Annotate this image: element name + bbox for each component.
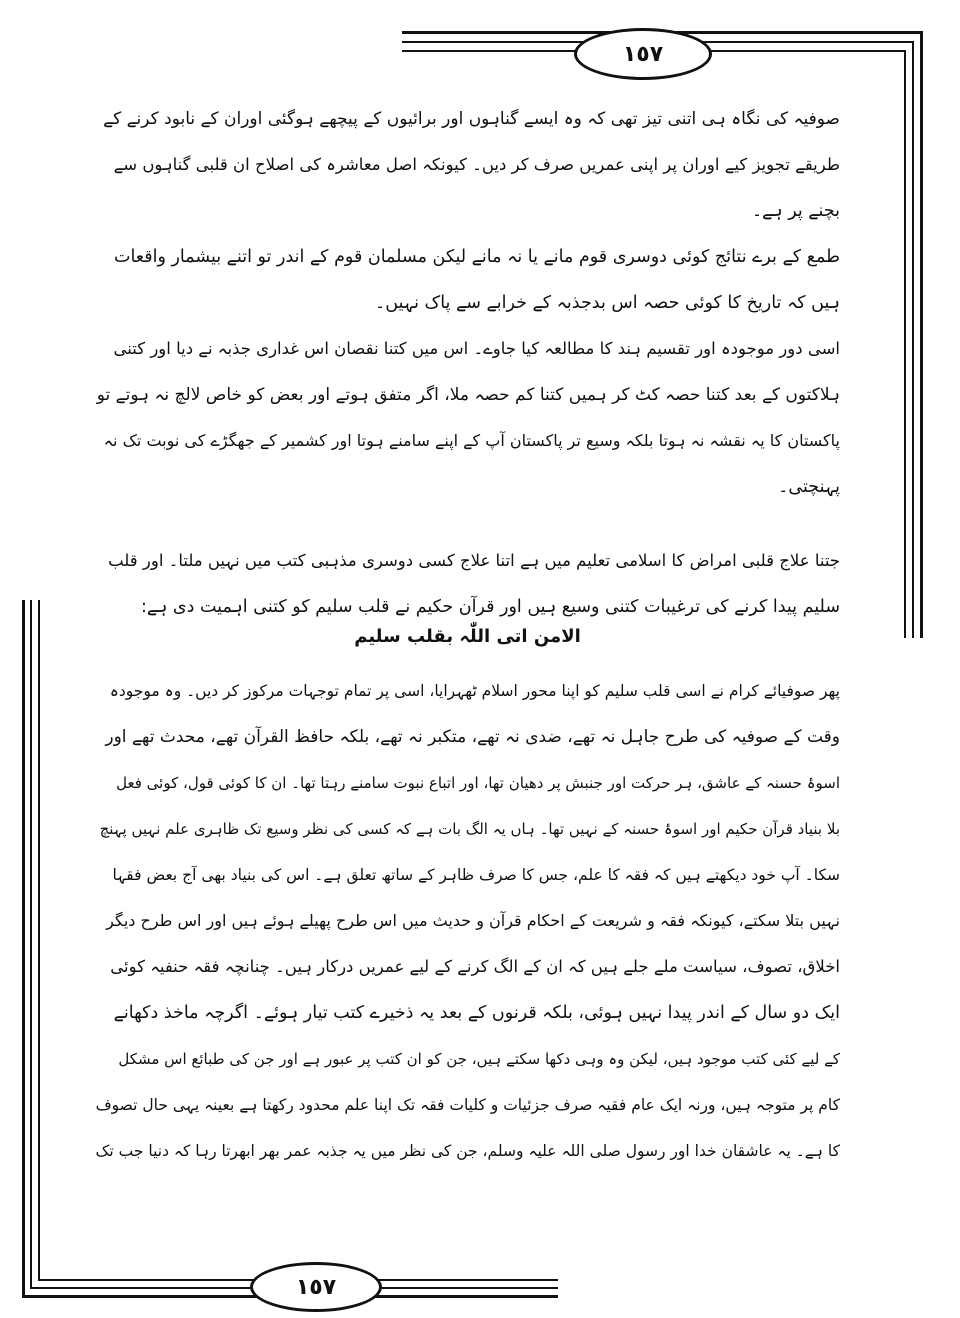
- header-page-number-text: ١٥٧: [622, 41, 664, 67]
- text-line: بچنے پر ہے۔: [751, 201, 840, 221]
- text-line: وقت کے صوفیہ کی طرح جاہل نہ تھے، ضدی نہ تھے، متکبر نہ تھے، بلکہ حافظ القرآن تھے، محدث تھے اور: [105, 727, 840, 747]
- frame-right-line-middle: [912, 41, 914, 638]
- text-line: سلیم پیدا کرنے کی ترغیبات کتنی وسیع ہیں اور قرآن حکیم نے قلب سلیم کو کتنی اہمیت دی ہے:: [140, 597, 840, 617]
- text-line: پاکستان کا یہ نقشہ نہ ہوتا بلکہ وسیع تر پاکستان آپ کے اپنے سامنے ہوتا اور کشمیر کے جھگڑے کی نوبت تک نہ: [103, 431, 840, 450]
- paragraph-3: [95, 326, 840, 510]
- frame-right-line-inner: [904, 50, 906, 638]
- paragraph-4: [95, 538, 840, 630]
- text-line: اخلاق، تصوف، سیاست ملے جلے ہیں کہ ان کے الگ کرنے کے لیے عمریں درکار ہیں۔ چنانچہ فقہ حنفیہ کوئی: [110, 957, 840, 976]
- header-page-number: [574, 28, 712, 80]
- upper-text-block: [95, 96, 840, 510]
- text-line: ہلاکتوں کے بعد کتنا حصہ کٹ کر ہمیں کتنا کم حصہ ملا، اگر متفق ہوتے اور بعض کو خاص لالچ نہ ہوتے تو: [96, 385, 840, 405]
- text-line: طمع کے برے نتائج کوئی دوسری قوم مانے یا نہ مانے لیکن مسلمان قوم کے اندر تو اتنے بیشمار واقعات: [113, 247, 840, 267]
- text-line: اسی دور موجودہ اور تقسیم ہند کا مطالعہ کیا جاوے۔ اس میں کتنا نقصان اس غداری جذبہ نے دیا اور کتنی: [113, 339, 840, 358]
- frame-right-line-outer: [920, 31, 923, 638]
- footer-page-number: [250, 1262, 382, 1312]
- text-line: پہنچتی۔: [778, 477, 840, 497]
- text-line: سکا۔ آپ خود دیکھتے ہیں کہ فقہ کا علم، جس کا صرف ظاہر کے ساتھ تعلق ہے۔ اس کی بنیاد بھی آج بعض فقہا: [112, 866, 840, 884]
- text-line: نہیں بتلا سکتے، کیونکہ فقہ و شریعت کے احکام قرآن و حدیث میں اس طرح پھیلے ہوئے ہیں اور اس طرح دیگر: [106, 911, 840, 930]
- paragraph-2: [95, 234, 840, 326]
- frame-left-line-middle: [30, 600, 32, 1289]
- text-line: اسوۂ حسنہ کے عاشق، ہر حرکت اور جنبش پر دھیان تھا، اور اتباع نبوت سامنے رہتا تھا۔ ان کا کوئی قول، کوئی فعل: [116, 774, 840, 792]
- text-line: کے لیے کئی کتب موجود ہیں، لیکن وہ وہی دکھا سکتے ہیں، جن کو ان کتب پر عبور ہے اور جن کی طبائع اس مشکل: [118, 1050, 840, 1068]
- text-line: کا ہے۔ یہ عاشقان خدا اور رسول صلی اللہ علیہ وسلم، جن کی نظر میں یہ جذبہ عمر بھر ابھرتا رہا کہ دنیا جب تک: [95, 1142, 840, 1160]
- frame-left-line-inner: [38, 600, 40, 1281]
- text-line: ایک دو سال کے اندر پیدا نہیں ہوئی، بلکہ قرنوں کے بعد یہ ذخیرے کتب تیار ہوئے۔ اگرچہ ماخذ دکھانے: [113, 1003, 840, 1023]
- footer-page-number-text: ١٥٧: [295, 1274, 337, 1300]
- continuation-text-block: [95, 668, 840, 1174]
- text-line: ہیں کہ تاریخ کا کوئی حصہ اس بدجذبہ کے خرابے سے پاک نہیں۔: [375, 293, 840, 313]
- text-line: طریقے تجویز کیے اوران پر اپنی عمریں صرف کر دیں۔ کیونکہ اصل معاشرہ کی اصلاح ان قلبی گناہوں سے: [113, 155, 840, 174]
- text-line: صوفیہ کی نگاہ ہی اتنی تیز تھی کہ وہ ایسے گناہوں اور برائیوں کے پیچھے ہوگئی اوران کے نابود کرنے کے: [103, 109, 840, 129]
- frame-left-line-outer: [22, 600, 25, 1297]
- text-line: کام پر متوجہ ہیں، ورنہ ایک عام فقیہ صرف جزئیات و کلیات فقہ تک اپنا علم محدود رکھتا ہے بعینہ یہی حال تصوف: [95, 1096, 840, 1114]
- text-line: بلا بنیاد قرآن حکیم اور اسوۂ حسنہ کے نہیں تھا۔ ہاں یہ الگ بات ہے کہ کسی کی نظر وسیع تک ظاہری علم نہیں پہنچ: [99, 820, 840, 838]
- paragraph-1: [95, 96, 840, 234]
- quote-verse: الامن اتی اللّٰہ بقلب سلیم: [354, 626, 581, 647]
- text-line: جتنا علاج قلبی امراض کا اسلامی تعلیم میں ہے اتنا علاج کسی دوسری مذہبی کتب میں نہیں ملتا۔ اور قلب: [108, 551, 840, 570]
- text-line: پھر صوفیائے کرام نے اسی قلب سلیم کو اپنا محور اسلام ٹھہرایا، اسی پر تمام توجہات مرکوز کر دیں۔ وہ موجودہ: [109, 682, 840, 700]
